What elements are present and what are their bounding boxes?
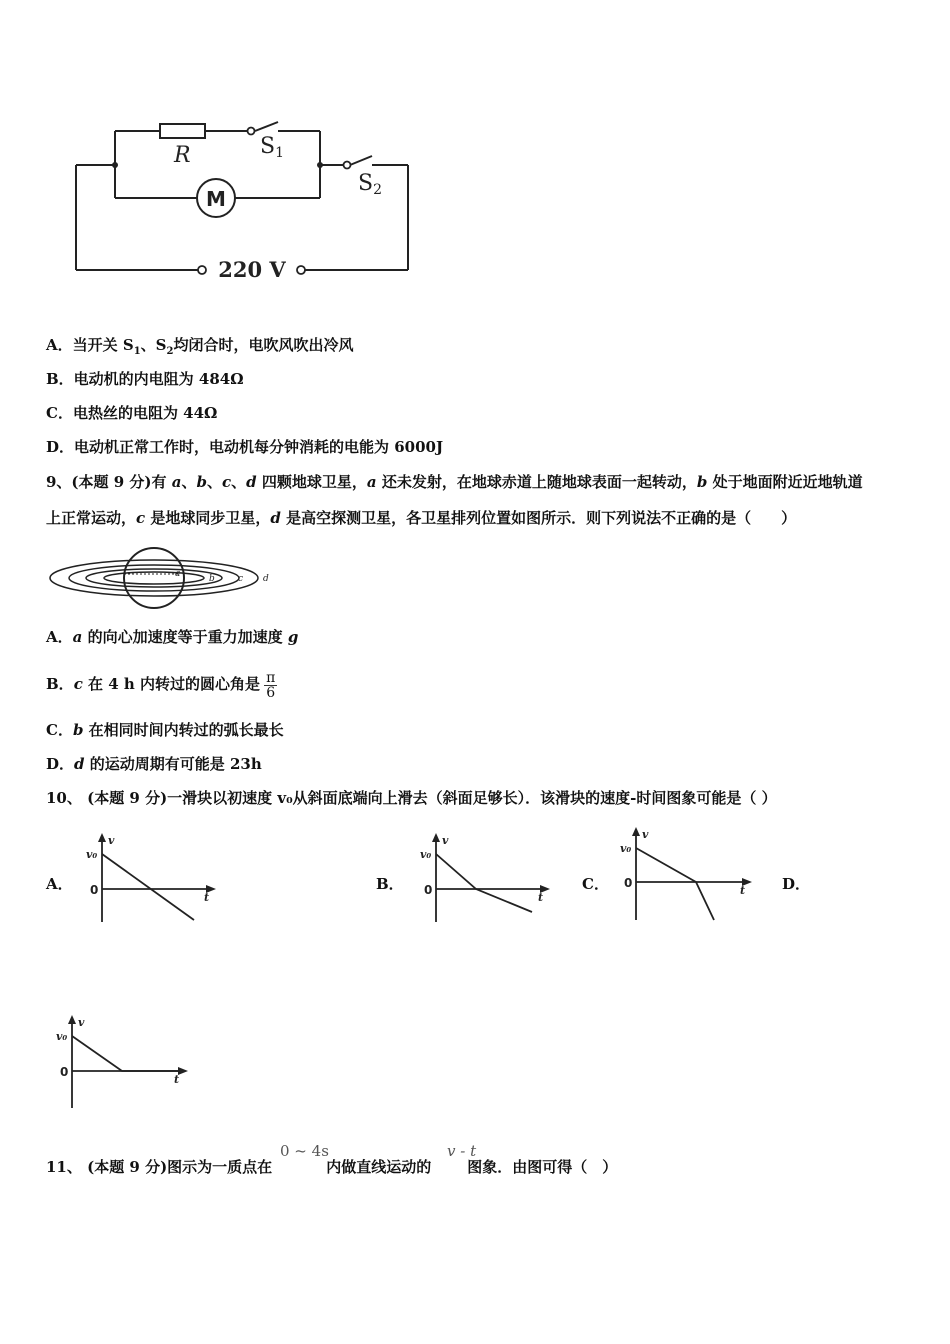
q11-vt-label: v - t — [447, 1142, 477, 1160]
q9-option-a: A．a 的向心加速度等于重力加速度 g — [46, 628, 299, 646]
vt-graph-c — [618, 826, 758, 924]
q10-option-c-label: C． — [582, 875, 609, 893]
axis-v0-label: v₀ — [420, 848, 432, 861]
motor-label: M — [206, 187, 226, 211]
q10-option-b-label: B． — [376, 875, 404, 893]
satellite-label-d: d — [263, 574, 269, 584]
switch2-blade — [350, 156, 372, 165]
axis-v0-label: v₀ — [620, 842, 632, 855]
axis-t-label: t — [174, 1073, 180, 1086]
q9-option-d: D．d 的运动周期有可能是 23h — [46, 755, 262, 773]
resistor-symbol — [160, 124, 205, 138]
resistor-label: R — [174, 143, 191, 168]
axis-v0-label: v₀ — [56, 1030, 68, 1043]
axis-v-label: v — [78, 1016, 85, 1029]
vt-graph-d — [54, 1014, 194, 1112]
axis-v-label: v — [642, 828, 649, 841]
satellite-label-a: a — [175, 569, 181, 579]
q10-option-d-label: D． — [782, 875, 811, 893]
pi-over-6-fraction: $\frac{\pi}{6}$ — [266, 669, 276, 701]
vt-graph-b — [418, 832, 553, 927]
q8-option-d: D．电动机正常工作时，电动机每分钟消耗的电能为 6000J — [46, 438, 444, 456]
q11-time-range: 0 ~ 4s — [280, 1142, 329, 1160]
q8-option-c: C．电热丝的电阻为 44Ω — [46, 404, 218, 422]
axis-v-label: v — [442, 834, 449, 847]
q9-stem-line2: 上正常运动，c 是地球同步卫星，d 是高空探测卫星，各卫星排列位置如图所示．则下列说法不正确的是（ ） — [46, 509, 797, 527]
axis-zero-label: 0 — [60, 1065, 69, 1079]
axis-v0-label: v₀ — [86, 848, 98, 861]
q9-stem-line1: 9、(本题 9 分)有 a、b、c、d 四颗地球卫星，a 还未发射，在地球赤道上随地球表面一起转动，b 处于地面附近近地轨道 — [46, 473, 863, 491]
switch2-label: S2 — [358, 171, 382, 198]
axis-zero-label: 0 — [624, 876, 633, 890]
axis-zero-label: 0 — [424, 883, 433, 897]
axis-v-label: v — [108, 834, 115, 847]
axis-t-label: t — [740, 884, 746, 897]
satellite-orbit-figure — [44, 540, 284, 614]
voltage-label: 220 V — [218, 257, 286, 282]
velocity-line — [436, 854, 532, 912]
velocity-line — [102, 854, 194, 920]
q9-option-b: B．c 在 4 h 内转过的圆心角是 $\frac{\pi}{6}$ — [46, 669, 276, 701]
axis-t-label: t — [538, 891, 544, 904]
vt-graph-a — [84, 832, 219, 927]
axis-zero-label: 0 — [90, 883, 99, 897]
q8-option-a: A．当开关 $S_1$、$S_2$均闭合时，电吹风吹出冷风 — [46, 336, 354, 357]
q11-stem: 11、 (本题 9 分)图示为一质点在 内做直线运动的 图象．由图可得（ ） — [46, 1158, 618, 1176]
velocity-line — [636, 848, 714, 920]
axis-t-label: t — [204, 891, 210, 904]
q10-option-a-label: A． — [46, 875, 73, 893]
q9-option-c: C．b 在相同时间内转过的弧长最长 — [46, 721, 284, 739]
switch1-blade — [255, 122, 278, 131]
satellite-label-b: b — [209, 574, 215, 584]
satellite-label-c: c — [238, 574, 244, 584]
velocity-line — [72, 1036, 178, 1071]
circuit-diagram — [60, 110, 430, 290]
switch1-label: S1 — [260, 134, 284, 161]
q8-option-b: B．电动机的内电阻为 484Ω — [46, 370, 244, 388]
q10-stem: 10、 (本题 9 分)一滑块以初速度 v₀从斜面底端向上滑去（斜面足够长）．该滑块的速度-时间图象可能是（ ） — [46, 789, 777, 807]
